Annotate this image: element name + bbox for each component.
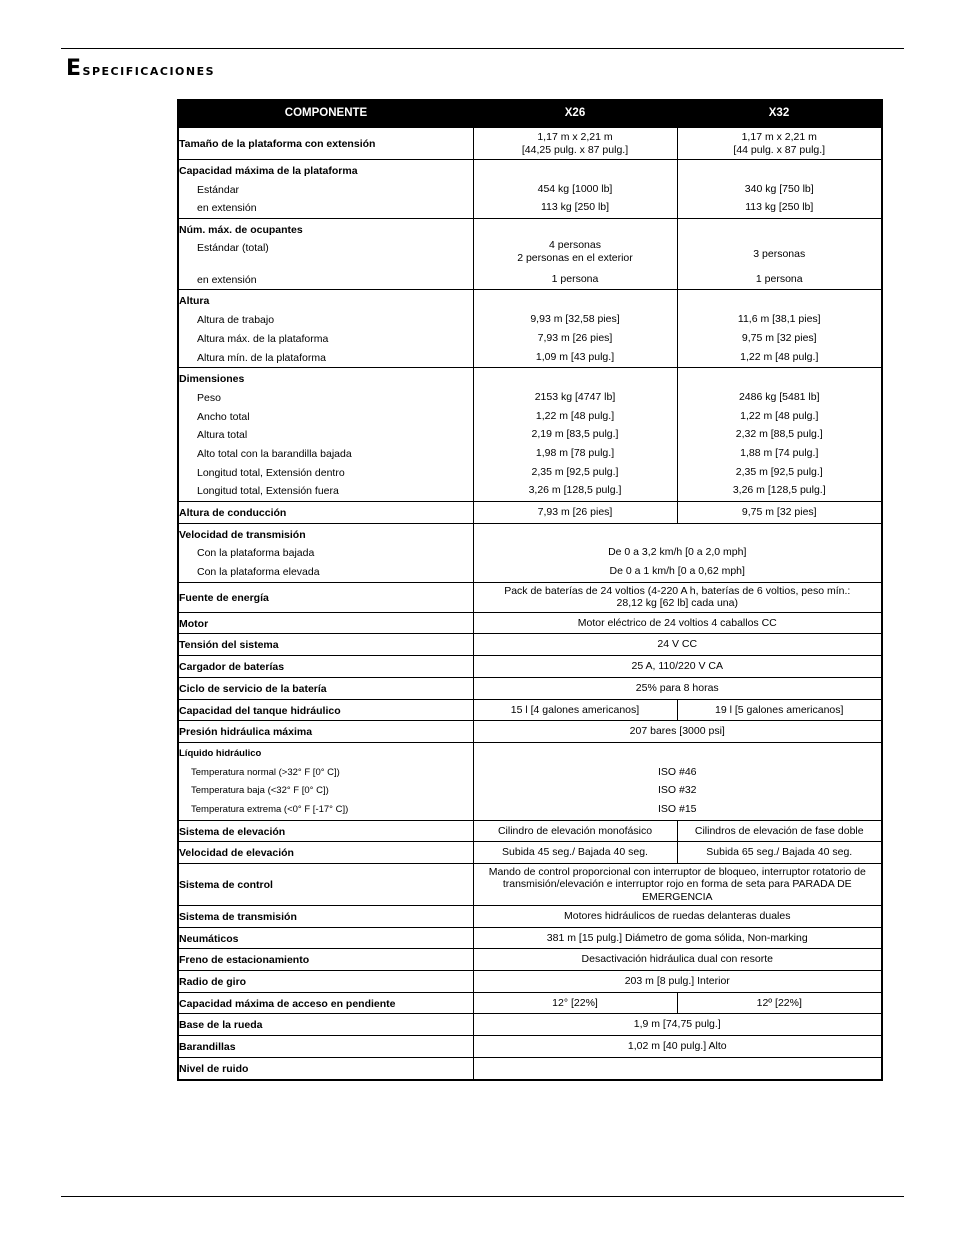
cell-value: 4 personas <box>549 238 601 251</box>
cell-value: 1,88 m [74 pulg.] <box>740 446 819 459</box>
cell-value: 1 persona <box>551 272 599 285</box>
cell-value: EMERGENCIA <box>641 890 713 903</box>
row-sublabel: Longitud total, Extensión dentro <box>197 466 345 479</box>
table-row <box>178 971 882 993</box>
table-row <box>178 219 882 290</box>
row-sublabel: Peso <box>197 391 221 404</box>
row-label: Motor <box>179 617 209 630</box>
row-label: Tamaño de la plataforma con extensión <box>179 138 376 151</box>
cell-value: De 0 a 1 km/h [0 a 0,62 mph] <box>609 565 745 578</box>
cell-value: 25% para 8 horas <box>635 681 719 694</box>
row-label: Sistema de control <box>179 879 273 892</box>
cell-value: 2,35 m [92,5 pulg.] <box>531 465 619 478</box>
cell-value: 1,02 m [40 pulg.] Alto <box>627 1040 727 1053</box>
cell-value: 113 kg [250 lb] <box>745 201 814 214</box>
row-label: Presión hidráulica máxima <box>179 726 313 739</box>
cell-value: 28,12 kg [62 lb] cada una) <box>616 597 738 610</box>
cell-value: ISO #15 <box>657 802 697 815</box>
table-row <box>178 582 882 612</box>
row-label: Velocidad de transmisión <box>179 528 306 541</box>
row-label: Freno de estacionamiento <box>179 954 310 967</box>
row-label: Barandillas <box>179 1041 236 1054</box>
row-label: Capacidad del tanque hidráulico <box>179 704 341 717</box>
row-label: Ciclo de servicio de la batería <box>179 682 327 695</box>
cell-value: 19 l [5 galones americanos] <box>715 703 844 716</box>
table-row <box>178 1014 882 1036</box>
cell-value: 25 A, 110/220 V CA <box>631 660 723 673</box>
cell-value: Cilindros de elevación de fase doble <box>694 824 864 837</box>
table-row <box>178 612 882 634</box>
row-label: Cargador de baterías <box>179 661 285 674</box>
table-header-row <box>178 100 882 128</box>
cell-value: De 0 a 3,2 km/h [0 a 2,0 mph] <box>608 546 747 559</box>
cell-value: 2153 kg [4747 lb] <box>534 390 616 403</box>
row-sublabel: Altura máx. de la plataforma <box>197 332 329 345</box>
cell-value: Motores hidráulicos de ruedas delanteras duales <box>564 910 791 922</box>
table-row <box>178 368 882 502</box>
row-sublabel: Temperatura normal (>32° F [0° C]) <box>191 766 340 778</box>
cell-value: 1,17 m x 2,21 m <box>741 131 817 144</box>
row-label: Neumáticos <box>179 932 239 945</box>
row-label: Tensión del sistema <box>179 639 279 652</box>
page-title: Especificaciones <box>66 56 216 81</box>
cell-value: 1,9 m [74,75 pulg.] <box>633 1018 721 1031</box>
row-label: Velocidad de elevación <box>179 847 294 860</box>
row-sublabel: en extensión <box>197 202 257 215</box>
table-row <box>178 160 882 219</box>
table-row <box>178 1057 882 1079</box>
row-sublabel: Temperatura extrema (<0° F [-17° C]) <box>191 803 349 815</box>
top-rule <box>61 48 904 49</box>
cell-value: ISO #46 <box>657 765 697 778</box>
row-sublabel: Ancho total <box>197 410 250 423</box>
row-sublabel: Altura de trabajo <box>197 314 275 327</box>
cell-value <box>474 1059 882 1078</box>
cell-value: 3,26 m [128,5 pulg.] <box>528 484 622 497</box>
cell-value: [44,25 pulg. x 87 pulg.] <box>521 143 629 156</box>
table-row <box>178 721 882 743</box>
row-label: Altura de conducción <box>179 507 287 519</box>
cell-value: Desactivación hidráulica dual con resorte <box>581 953 773 966</box>
row-sublabel: en extensión <box>197 273 257 286</box>
row-sublabel: Temperatura baja (<32° F [0° C]) <box>191 785 329 797</box>
cell-value: 9,93 m [32,58 pies] <box>530 313 620 326</box>
row-label: Radio de giro <box>179 976 247 989</box>
cell-value: 2,19 m [83,5 pulg.] <box>531 428 619 441</box>
cell-value: 1,22 m [48 pulg.] <box>535 409 615 422</box>
cell-value: 7,93 m [26 pies] <box>537 506 613 518</box>
row-sublabel: Altura mín. de la plataforma <box>197 351 326 364</box>
table-row <box>178 820 882 842</box>
cell-value: 9,75 m [32 pies] <box>741 506 817 518</box>
cell-value: 7,93 m [26 pies] <box>537 331 613 344</box>
bottom-rule <box>61 1196 904 1197</box>
header-x26: X26 <box>473 100 677 128</box>
cell-value: Subida 65 seg./ Bajada 40 seg. <box>706 846 853 859</box>
cell-value: 1 persona <box>755 272 803 285</box>
cell-value: 1,17 m x 2,21 m <box>537 131 613 144</box>
row-label: Capacidad máxima de acceso en pendiente <box>179 997 396 1010</box>
cell-value: 2 personas en el exterior <box>517 251 633 264</box>
cell-value: 2486 kg [5481 lb] <box>738 390 820 403</box>
cell-value: 1,22 m [48 pulg.] <box>740 409 819 422</box>
row-label: Fuente de energía <box>179 592 269 605</box>
row-sublabel: Longitud total, Extensión fuera <box>197 485 339 498</box>
cell-value: 454 kg [1000 lb] <box>537 182 613 195</box>
cell-value: Cilindro de elevación monofásico <box>497 824 653 837</box>
table-row <box>178 1036 882 1058</box>
table-row <box>178 502 882 524</box>
cell-value: 203 m [8 pulg.] Interior <box>624 975 730 988</box>
row-sublabel: Con la plataforma elevada <box>197 566 320 579</box>
row-sublabel: Alto total con la barandilla bajada <box>197 447 352 460</box>
row-label: Capacidad máxima de la plataforma <box>179 165 358 177</box>
row-sublabel: Estándar (total) <box>197 241 269 254</box>
table-row <box>178 992 882 1014</box>
cell-value: 9,75 m [32 pies] <box>741 331 817 344</box>
cell-value: transmisión/elevación e interruptor rojo en forma de seta para PARADA DE <box>502 878 852 891</box>
cell-value: Pack de baterías de 24 voltios (4-220 A h, baterías de 6 voltios, peso mín.: <box>504 585 851 598</box>
table-row <box>178 677 882 699</box>
row-label: Sistema de elevación <box>179 825 286 838</box>
specifications-table <box>177 99 883 1081</box>
cell-value: 113 kg [250 lb] <box>540 201 610 214</box>
row-label: Nivel de ruido <box>179 1062 249 1075</box>
row-label: Dimensiones <box>179 373 245 386</box>
table-row <box>178 656 882 678</box>
cell-value: 15 l [4 galones americanos] <box>510 703 640 716</box>
cell-value: Motor eléctrico de 24 voltios 4 caballos CC <box>577 616 777 629</box>
cell-value: [44 pulg. x 87 pulg.] <box>733 143 826 156</box>
table-row <box>178 842 882 864</box>
row-sublabel: Estándar <box>197 183 240 196</box>
cell-value: 1,09 m [43 pulg.] <box>535 350 615 363</box>
table-row <box>178 906 882 928</box>
row-label: Núm. máx. de ocupantes <box>179 224 303 237</box>
cell-value: 11,6 m [38,1 pies] <box>737 313 821 326</box>
cell-value: Mando de control proporcional con interruptor de bloqueo, interruptor rotatorio de <box>488 866 866 879</box>
cell-value: 381 m [15 pulg.] Diámetro de goma sólida, Non-marking <box>546 931 808 944</box>
row-label: Base de la rueda <box>179 1019 263 1032</box>
table-row <box>178 864 882 906</box>
table-row <box>178 290 882 368</box>
cell-value: 2,35 m [92,5 pulg.] <box>735 465 823 478</box>
cell-value: 207 bares [3000 psi] <box>629 725 725 738</box>
cell-value: 3 personas <box>753 247 806 260</box>
table-row <box>178 634 882 656</box>
cell-value: Subida 45 seg./ Bajada 40 seg. <box>502 846 648 859</box>
cell-value: 1,98 m [78 pulg.] <box>535 446 615 459</box>
table-row <box>178 927 882 949</box>
table-row <box>178 128 882 160</box>
table-row <box>178 523 882 582</box>
row-label: Altura <box>179 295 210 308</box>
table-row <box>178 742 882 820</box>
table-row <box>178 949 882 971</box>
cell-value: 12º [22%] <box>756 996 802 1009</box>
row-sublabel: Con la plataforma bajada <box>197 547 315 560</box>
cell-value: 12° [22%] <box>552 996 598 1009</box>
cell-value: 3,26 m [128,5 pulg.] <box>732 484 826 497</box>
cell-value: 340 kg [750 lb] <box>744 182 814 195</box>
header-x32: X32 <box>677 100 882 128</box>
row-sublabel: Altura total <box>197 429 248 442</box>
cell-value: 24 V CC <box>657 638 698 651</box>
cell-value: 1,22 m [48 pulg.] <box>740 350 819 363</box>
table-row <box>178 699 882 721</box>
row-label: Líquido hidráulico <box>179 747 262 759</box>
cell-value: ISO #32 <box>657 784 697 797</box>
row-label: Sistema de transmisión <box>179 911 297 923</box>
cell-value: 2,32 m [88,5 pulg.] <box>735 428 823 441</box>
header-component: COMPONENTE <box>178 100 473 128</box>
